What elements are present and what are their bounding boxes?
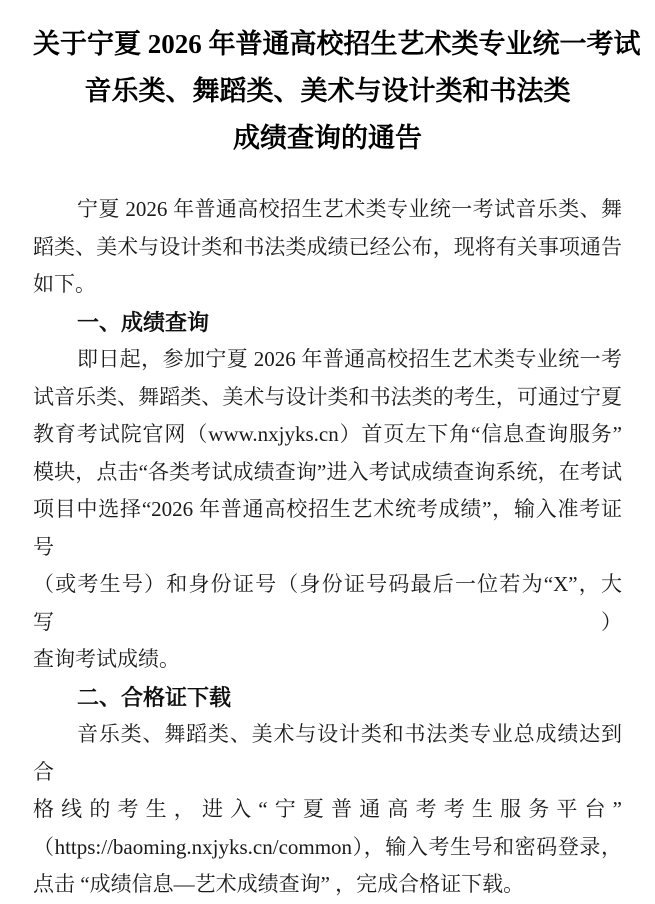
- section2-line: 音乐类、舞蹈类、美术与设计类和书法类专业总成绩达到合: [33, 722, 622, 784]
- intro-line: 宁夏 2026 年普通高校招生艺术类专业统一考试音乐类、舞: [77, 197, 622, 221]
- section1-line: （或考生号）和身份证号（身份证号码最后一位若为“X”，大写）: [33, 572, 622, 634]
- title-line-2: 音乐类、舞蹈类、美术与设计类和书法类: [84, 76, 571, 106]
- section2-line: 格线的考生，进入“宁夏普通高考考生服务平台”: [33, 797, 622, 821]
- intro-line: 蹈类、美术与设计类和书法类成绩已经公布，现将有关事项通告: [33, 234, 622, 259]
- notice-body: [33, 191, 622, 904]
- section-heading-certificate-download: 二、合格证下载: [77, 684, 232, 710]
- section1-line: 查询考试成绩。: [33, 647, 180, 671]
- section-heading-score-inquiry: 一、成绩查询: [77, 309, 210, 335]
- section1-line: 即日起，参加宁夏 2026 年普通高校招生艺术类专业统一考: [77, 347, 622, 371]
- document-page: [0, 21, 655, 896]
- section2-line-platform-url: （https://baoming.nxjyks.cn/common），输入考生号和密码登录，: [33, 834, 622, 859]
- section1-line: 试音乐类、舞蹈类、美术与设计类和书法类的考生，可通过宁夏: [33, 384, 622, 409]
- section2-line: 点击 “成绩信息—艺术成绩查询” ，完成合格证下载。: [33, 872, 525, 896]
- title-line-1: 关于宁夏 2026 年普通高校招生艺术类专业统一考试: [33, 29, 641, 59]
- notice-title: [33, 21, 641, 162]
- intro-line: 如下。: [33, 272, 96, 296]
- section1-line: 模块，点击“各类考试成绩查询”进入考试成绩查询系统，在考试: [33, 459, 622, 484]
- section1-line: 项目中选择“2026 年普通高校招生艺术统考成绩”，输入准考证号: [33, 497, 622, 559]
- title-line-3: 成绩查询的通告: [233, 123, 422, 153]
- section1-line-official-site-url: 教育考试院官网（www.nxjyks.cn）首页左下角“信息查询服务”: [33, 422, 622, 446]
